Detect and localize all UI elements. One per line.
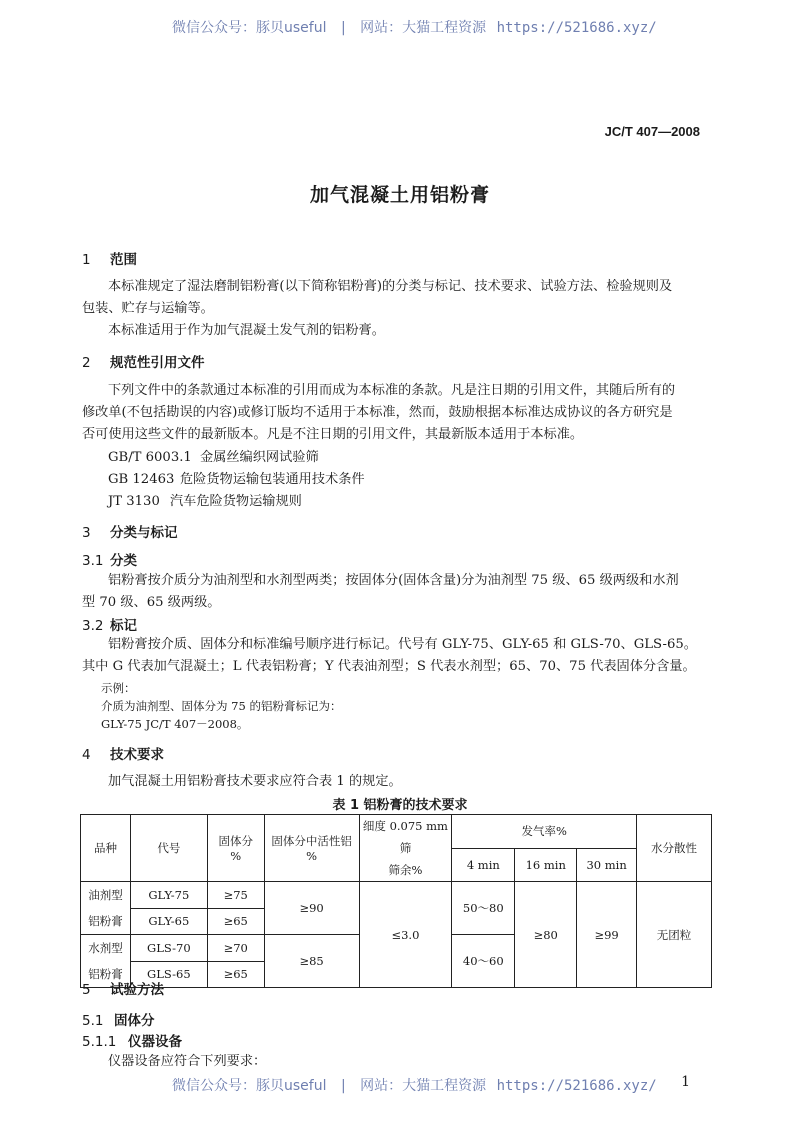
header-variety: 品种 <box>81 815 131 882</box>
reference-name: 汽车危险货物运输规则 <box>170 494 302 509</box>
section-number: 5 <box>82 982 91 998</box>
marking-line-2: 其中 G 代表加气混凝土；L 代表铝粉膏；Y 代表油剂型；S 代表水剂型；65、70、75 代表固体分含量。 <box>82 659 696 674</box>
header-dispersion: 水分散性 <box>637 815 712 882</box>
scope-line-2: 包装、贮存与运输等。 <box>82 301 214 316</box>
refs-line-1: 下列文件中的条款通过本标准的引用而成为本标准的条款。凡是注日期的引用文件，其随后所有的 <box>108 383 676 398</box>
requirements-table <box>80 814 712 988</box>
solid-cell: ≥75 <box>207 882 264 909</box>
refs-line-2: 修改单(不包括勘误的内容)或修订版均不适用于本标准，然而，鼓励根据本标准达成协议的各方研究是 <box>82 405 673 420</box>
solid-cell: ≥65 <box>207 908 264 935</box>
section-5-1-1-heading <box>82 1030 182 1050</box>
watermark-site: 网站：大猫工程资源 <box>360 1078 487 1094</box>
watermark-url[interactable]: https://521686.xyz/ <box>496 1078 657 1094</box>
reference-name: 金属丝编织网试验筛 <box>200 450 319 465</box>
section-number: 2 <box>82 355 91 371</box>
watermark-wechat: 微信公众号：豚贝useful <box>172 20 327 36</box>
code-cell: GLY-65 <box>130 908 207 935</box>
equipment-text: 仪器设备应符合下列要求： <box>108 1054 267 1069</box>
header-30min: 30 min <box>577 848 637 882</box>
section-title: 固体分 <box>114 1013 155 1029</box>
section-3-heading <box>82 521 178 541</box>
active-al-cell: ≥90 <box>264 882 359 935</box>
code-cell: GLS-70 <box>130 935 207 962</box>
header-active-al: 固体分中活性铝 % <box>264 815 359 882</box>
section-1-heading <box>82 248 137 268</box>
section-2-heading <box>82 351 205 371</box>
example-label: 示例： <box>101 681 136 695</box>
section-number: 3.2 <box>82 618 104 634</box>
code-cell: GLS-65 <box>130 961 207 988</box>
section-number: 3 <box>82 525 91 541</box>
refs-line-3: 否可使用这些文件的最新版本。凡是不注日期的引用文件，其最新版本适用于本标准。 <box>82 427 584 442</box>
marking-line-1: 铝粉膏按介质、固体分和标准编号顺序进行标记。代号有 GLY-75、GLY-65 和 GLS-70、GLS-65。 <box>108 637 697 652</box>
watermark-site: 网站：大猫工程资源 <box>360 20 487 36</box>
table-row <box>81 882 712 909</box>
variety-cell: 水剂型 铝粉膏 <box>81 935 131 988</box>
reference-name: 危险货物运输包装通用技术条件 <box>180 472 365 487</box>
watermark-separator: | <box>340 20 346 36</box>
watermark-wechat: 微信公众号：豚贝useful <box>172 1078 327 1094</box>
header-fineness: 细度 0.075 mm 筛 筛余% <box>359 815 452 882</box>
section-3-1-heading <box>82 549 137 569</box>
section-number: 5.1.1 <box>82 1034 117 1050</box>
watermark-bottom <box>172 1075 657 1095</box>
variety-cell: 油剂型 铝粉膏 <box>81 882 131 935</box>
rate-4min-cell: 40～60 <box>452 935 515 988</box>
fineness-cell: ≤3.0 <box>359 882 452 988</box>
section-number: 5.1 <box>82 1013 104 1029</box>
header-16min: 16 min <box>515 848 577 882</box>
rate-4min-cell: 50～80 <box>452 882 515 935</box>
reference-item <box>108 469 365 491</box>
scope-line-1: 本标准规定了湿法磨制铝粉膏(以下简称铝粉膏)的分类与标记、技术要求、试验方法、检验规则及 <box>108 279 673 294</box>
dispersion-cell: 无团粒 <box>637 882 712 988</box>
reference-item <box>108 491 302 513</box>
section-title: 技术要求 <box>110 747 164 763</box>
section-number: 4 <box>82 747 91 763</box>
section-number: 1 <box>82 252 91 268</box>
section-title: 仪器设备 <box>128 1034 182 1050</box>
watermark-top <box>172 17 657 37</box>
example-line-1: 介质为油剂型、固体分为 75 的铝粉膏标记为： <box>101 699 342 713</box>
reference-code: JT 3130 <box>108 494 160 509</box>
solid-cell: ≥70 <box>207 935 264 962</box>
section-title: 规范性引用文件 <box>110 355 205 371</box>
watermark-url[interactable]: https://521686.xyz/ <box>496 20 657 36</box>
header-solid: 固体分 % <box>207 815 264 882</box>
section-3-2-heading <box>82 614 137 634</box>
header-4min: 4 min <box>452 848 515 882</box>
rate-16min-cell: ≥80 <box>515 882 577 988</box>
scope-line-3: 本标准适用于作为加气混凝土发气剂的铝粉膏。 <box>108 323 385 338</box>
reference-item <box>108 447 319 469</box>
section-title: 标记 <box>110 618 137 634</box>
solid-cell: ≥65 <box>207 961 264 988</box>
page-number: 1 <box>681 1074 690 1090</box>
example-line-2: GLY-75 JC/T 407－2008。 <box>101 717 249 731</box>
standard-number: JC/T 407—2008 <box>604 124 700 139</box>
section-4-heading <box>82 743 164 763</box>
document-title: 加气混凝土用铝粉膏 <box>309 184 490 206</box>
section-title: 范围 <box>110 252 137 268</box>
section-5-heading <box>82 978 164 998</box>
section-5-1-heading <box>82 1009 155 1029</box>
reference-code: GB/T 6003.1 <box>108 450 192 465</box>
section-title: 分类与标记 <box>110 525 178 541</box>
table-caption: 表 1 铝粉膏的技术要求 <box>332 798 468 813</box>
code-cell: GLY-75 <box>130 882 207 909</box>
classification-line-2: 型 70 级、65 级两级。 <box>82 595 221 610</box>
classification-line-1: 铝粉膏按介质分为油剂型和水剂型两类；按固体分(固体含量)分为油剂型 75 级、65 级两级和水剂 <box>108 573 679 588</box>
rate-30min-cell: ≥99 <box>577 882 637 988</box>
requirements-text: 加气混凝土用铝粉膏技术要求应符合表 1 的规定。 <box>108 774 402 789</box>
section-title: 分类 <box>110 553 137 569</box>
section-number: 3.1 <box>82 553 104 569</box>
section-title: 试验方法 <box>110 982 164 998</box>
watermark-separator: | <box>340 1078 346 1094</box>
header-gas-rate: 发气率% <box>452 815 637 849</box>
reference-code: GB 12463 <box>108 472 175 487</box>
active-al-cell: ≥85 <box>264 935 359 988</box>
header-code: 代号 <box>130 815 207 882</box>
